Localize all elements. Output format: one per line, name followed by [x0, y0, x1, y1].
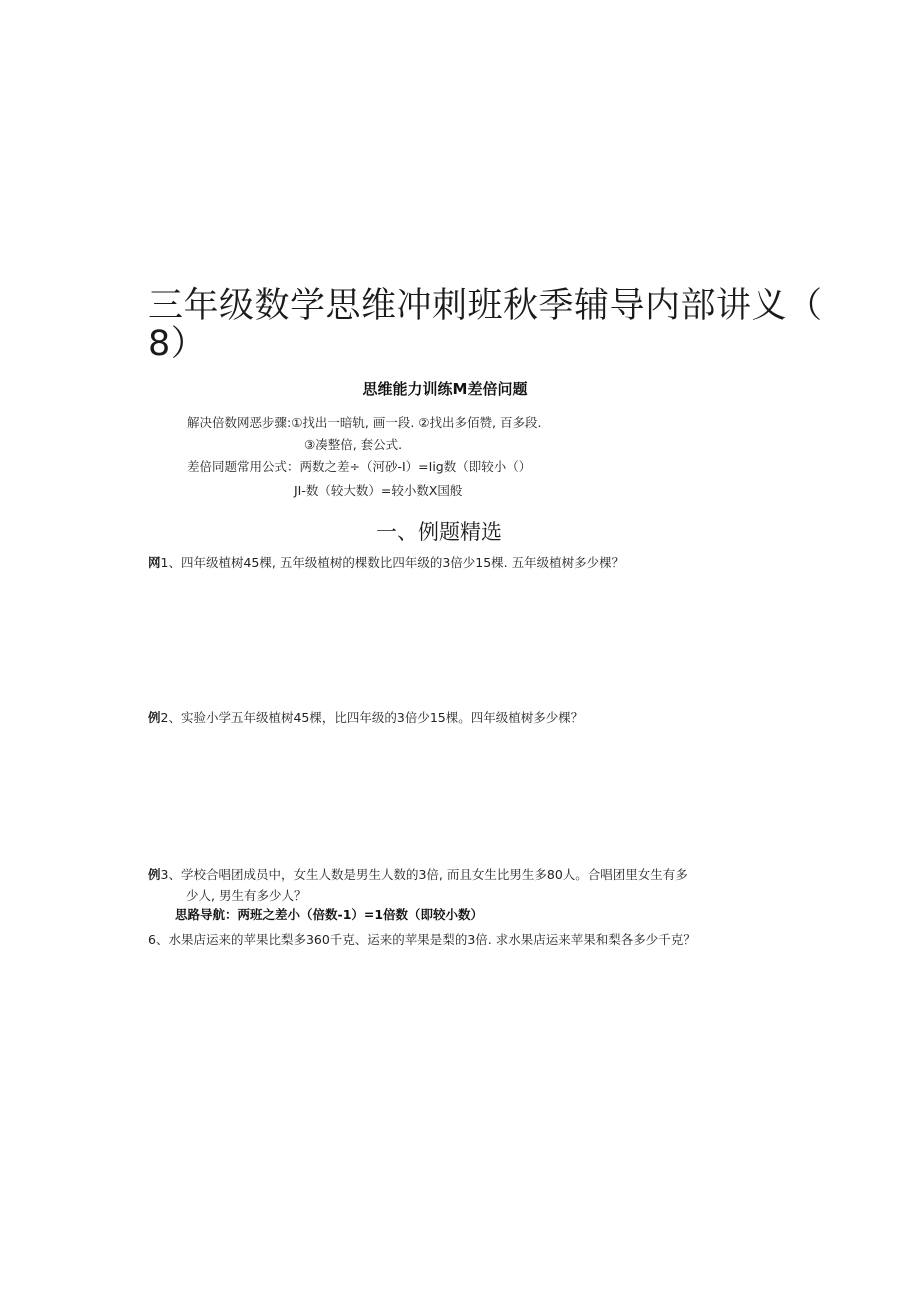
question-2: [148, 708, 583, 726]
question-3-continued: 少人, 男生有多少人？: [186, 888, 307, 903]
page-title-continued: 8）: [148, 324, 207, 364]
question-1: [148, 553, 624, 571]
question-text: 2、实验小学五年级植树45棵，比四年级的3倍少15棵。四年级植树多少棵？: [160, 710, 584, 725]
question-3: [148, 865, 688, 883]
method-steps-line1: 解决倍数网恶步骤:①找出一暗轨, 画一段. ②找出多佰赞, 百多段.: [187, 415, 542, 430]
subtitle: 思维能力训练M差倍问题: [362, 380, 528, 398]
hint-text: 思路导航：两班之差小（倍数-1）=1倍数（即较小数）: [175, 907, 484, 922]
question-text: 1、四年级植树45棵, 五年级植树的棵数比四年级的3倍少15棵. 五年级植树多少棵？: [160, 555, 625, 570]
section-title: 一、例题精选: [376, 520, 502, 544]
formula-line1: 差倍同题常用公式：两数之差÷（河砂-I）=Iig数（即较小（）: [187, 459, 532, 474]
question-text: 3、学校合唱团成员中，女生人数是男生人数的3倍, 而且女生比男生多80人。合唱团里女生有多: [160, 867, 688, 882]
question-prefix: 例: [148, 867, 161, 882]
question-prefix: 网: [148, 555, 161, 570]
formula-line2: JI-数（较大数）=较小数X国般: [294, 483, 463, 498]
question-4: 6、水果店运来的苹果比梨多360千克、运来的苹果是梨的3倍. 求水果店运来苹果和梨各多少千克？: [148, 932, 696, 947]
method-steps-line2: ③凑整倍, 套公式.: [304, 437, 403, 452]
page-title: 三年级数学思维冲刺班秋季辅导内部讲义（: [148, 286, 823, 326]
question-prefix: 例: [148, 710, 161, 725]
